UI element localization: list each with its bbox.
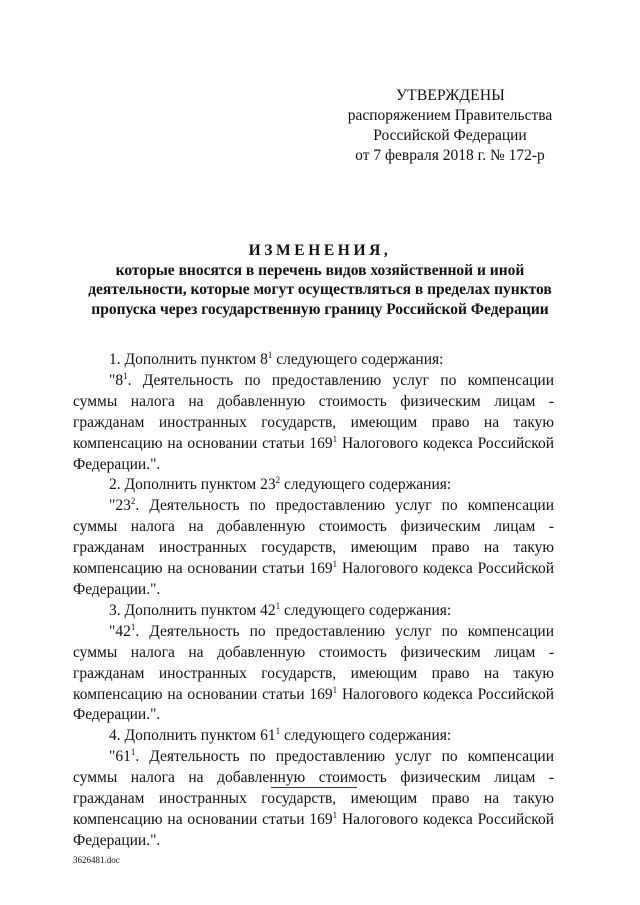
document-title: [70, 241, 570, 319]
item-quote-4: [73, 747, 554, 852]
quote-text: "61: [109, 748, 131, 766]
quote-text: . Деятельность по предоставлению услуг по компенсации суммы налога на добавленную стоимость физическим лицам - гражданам иностранных государств, имеющим право на такую компенсацию на основании статьи 169: [73, 497, 554, 578]
item-intro-text: следующего содержания:: [280, 601, 452, 619]
quote-text: Налогового кодекса Российской Федерации.".: [73, 685, 554, 724]
approval-line-2: Российской Федерации: [373, 127, 527, 144]
item-intro-2: [73, 475, 554, 496]
item-intro-4: [73, 726, 554, 747]
item-intro-text: следующего содержания:: [272, 351, 444, 368]
approval-line-3: от 7 февраля 2018 г. № 172-р: [355, 147, 545, 164]
item-intro-text: 1. Дополнить пунктом 8: [109, 351, 268, 368]
quote-text: Налогового кодекса Российской Федерации.".: [73, 810, 554, 849]
approval-title: УТВЕРЖДЕНЫ: [396, 87, 505, 104]
approval-stamp: [330, 86, 570, 166]
superscript: 2: [275, 475, 281, 486]
item-intro-3: [73, 601, 554, 622]
closing-rule: [271, 787, 357, 788]
title-line-3: пропуска через государственную границу Российской Федерации: [91, 300, 549, 318]
superscript: 1: [275, 600, 281, 611]
quote-text: "42: [109, 622, 131, 640]
superscript: 1: [130, 747, 136, 758]
superscript: 1: [130, 621, 136, 632]
superscript: 1: [332, 684, 338, 695]
quote-text: Налогового кодекса Российской Федерации.".: [73, 560, 554, 598]
title-heading: ИЗМЕНЕНИЯ,: [248, 242, 392, 259]
quote-text: . Деятельность по предоставлению услуг по компенсации суммы налога на добавленную стоимость физическим лицам - гражданам иностранных государств, имеющим право на такую компенсацию на основании статьи 169: [73, 748, 554, 828]
item-intro-text: 2. Дополнить пунктом 23: [109, 476, 276, 494]
title-line-2: деятельности, которые могут осуществляться в пределах пунктов: [88, 281, 552, 298]
item-intro-text: 4. Дополнить пунктом 61: [109, 727, 276, 745]
superscript: 1: [275, 726, 281, 737]
item-quote-1: [73, 371, 554, 476]
superscript: 1: [267, 350, 273, 360]
approval-line-1: распоряжением Правительства: [347, 107, 553, 124]
item-quote-3: [73, 622, 554, 727]
item-quote-2: [73, 496, 554, 601]
document-body: [73, 350, 554, 852]
quote-text: "23: [109, 497, 131, 515]
quote-text: Налогового кодекса Российской Федерации.".: [73, 434, 554, 473]
item-intro-1: [73, 350, 554, 371]
superscript: 2: [130, 496, 136, 507]
quote-text: . Деятельность по предоставлению услуг по компенсации суммы налога на добавленную стоимость физическим лицам - гражданам иностранных государств, имеющим право на такую компенсацию на основании статьи 169: [73, 371, 554, 452]
file-id: 3626481.doc: [73, 855, 120, 865]
item-intro-text: следующего содержания:: [280, 476, 452, 494]
title-line-1: которые вносятся в перечень видов хозяйственной и иной: [115, 261, 525, 279]
superscript: 1: [332, 559, 338, 570]
quote-text: . Деятельность по предоставлению услуг по компенсации суммы налога на добавленную стоимость физическим лицам - гражданам иностранных государств, имеющим право на такую компенсацию на основании статьи 169: [73, 622, 554, 703]
superscript: 1: [332, 433, 338, 444]
superscript: 1: [332, 809, 338, 820]
superscript: 1: [123, 370, 128, 381]
item-intro-text: 3. Дополнить пунктом 42: [109, 601, 276, 619]
item-intro-text: следующего содержания:: [280, 727, 452, 745]
quote-text: "8: [109, 371, 124, 389]
